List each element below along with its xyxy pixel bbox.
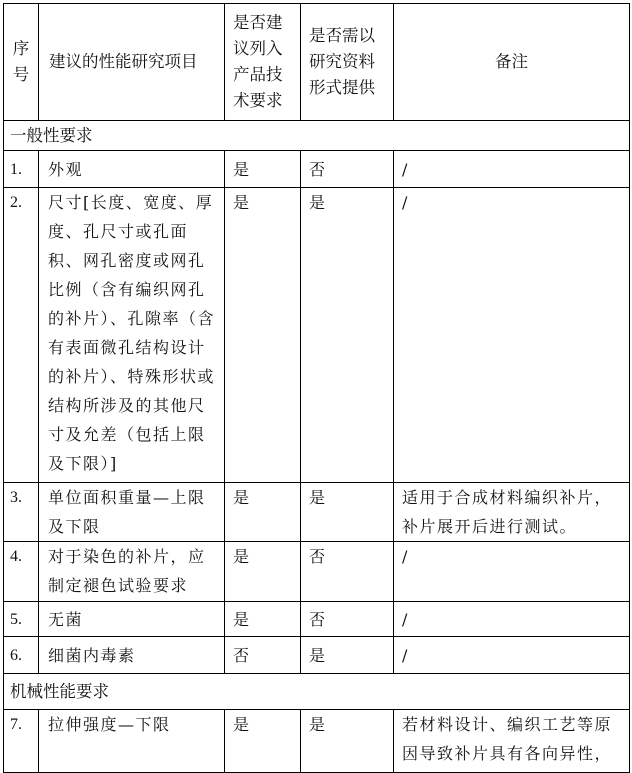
- row-as-research: 是: [301, 483, 394, 542]
- row-in-spec: 是: [225, 542, 301, 602]
- table-row: [4, 188, 630, 483]
- table-row: [4, 542, 630, 602]
- row-remarks: /: [394, 188, 630, 483]
- section-header-general: [4, 121, 630, 151]
- row-item: 细菌内毒素: [39, 637, 225, 674]
- row-as-research: 否: [301, 542, 394, 602]
- row-as-research: 是: [301, 710, 394, 773]
- section-title: 机械性能要求: [4, 674, 630, 710]
- row-as-research: 否: [301, 602, 394, 637]
- row-item: 尺寸[长度、宽度、厚度、孔尺寸或孔面积、网孔密度或网孔比例（含有编织网孔的补片）、孔隙率（含有表面微孔结构设计的补片）、特殊形状或结构所涉及的其他尺寸及允差（包括上限及下限）]: [39, 188, 225, 483]
- row-number: 5.: [4, 602, 39, 637]
- row-in-spec: 是: [225, 188, 301, 483]
- row-number: 1.: [4, 151, 39, 188]
- table-row: [4, 710, 630, 773]
- header-in-spec: 是否建议列入产品技术要求: [225, 4, 301, 121]
- row-number: 6.: [4, 637, 39, 674]
- row-item: 外观: [39, 151, 225, 188]
- row-as-research: 否: [301, 151, 394, 188]
- row-item: 单位面积重量—上限及下限: [39, 483, 225, 542]
- section-header-mechanical: [4, 674, 630, 710]
- header-remarks: 备注: [394, 4, 630, 121]
- row-item: 拉伸强度—下限: [39, 710, 225, 773]
- performance-study-table: [3, 3, 630, 773]
- row-item: 无菌: [39, 602, 225, 637]
- row-in-spec: 是: [225, 710, 301, 773]
- row-in-spec: 否: [225, 637, 301, 674]
- row-number: 2.: [4, 188, 39, 483]
- row-in-spec: 是: [225, 483, 301, 542]
- row-as-research: 是: [301, 188, 394, 483]
- table-header-row: [4, 4, 630, 121]
- row-number: 3.: [4, 483, 39, 542]
- header-item: 建议的性能研究项目: [39, 4, 225, 121]
- row-remarks: /: [394, 637, 630, 674]
- row-remarks: 适用于合成材料编织补片，补片展开后进行测试。: [394, 483, 630, 542]
- table-row: [4, 483, 630, 542]
- row-in-spec: 是: [225, 602, 301, 637]
- header-as-research: 是否需以研究资料形式提供: [301, 4, 394, 121]
- row-number: 4.: [4, 542, 39, 602]
- row-remarks: /: [394, 602, 630, 637]
- row-as-research: 是: [301, 637, 394, 674]
- row-item: 对于染色的补片，应制定褪色试验要求: [39, 542, 225, 602]
- row-remarks: /: [394, 542, 630, 602]
- table-row: [4, 637, 630, 674]
- row-number: 7.: [4, 710, 39, 773]
- table-row: [4, 602, 630, 637]
- header-seq: 序号: [4, 4, 39, 121]
- section-title: 一般性要求: [4, 121, 630, 151]
- table-row: [4, 151, 630, 188]
- row-remarks: /: [394, 151, 630, 188]
- row-in-spec: 是: [225, 151, 301, 188]
- row-remarks: 若材料设计、编织工艺等原因导致补片具有各向异性，: [394, 710, 630, 773]
